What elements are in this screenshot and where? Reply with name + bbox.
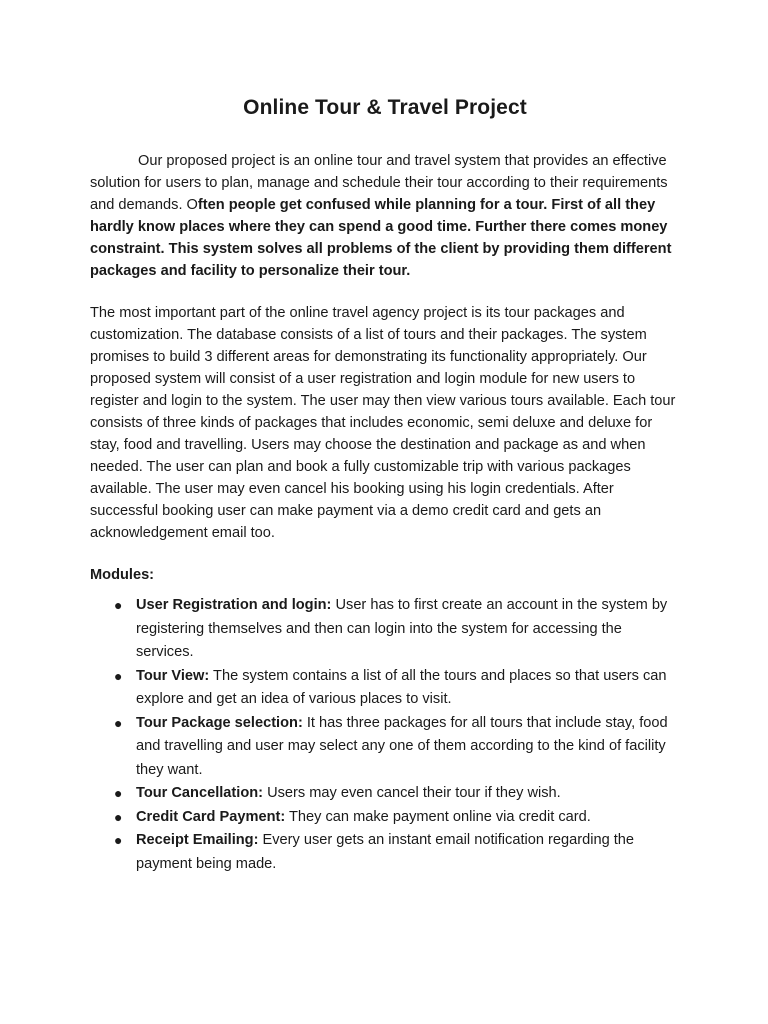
bullet-icon: ●: [114, 832, 123, 848]
bullet-icon: ●: [114, 785, 123, 801]
module-description: It has three packages for all tours that include stay, food and travelling and user may select any one of them according to the kind of facility they want.: [136, 714, 668, 778]
module-description: The system contains a list of all the tours and places so that users can explore and get an idea of various places to visit.: [136, 667, 667, 707]
intro-plain-text: Our proposed project is an online tour and travel system that provides an effective solution for users to plan, manage and schedule their tour according to their requirements and demands. O: [90, 153, 668, 213]
module-name: User Registration and login:: [136, 597, 332, 613]
bullet-icon: ●: [114, 714, 123, 731]
module-name: Credit Card Payment:: [136, 808, 286, 825]
intro-paragraph: [90, 150, 680, 282]
module-name: Tour Cancellation:: [136, 785, 264, 801]
module-description: Every user gets an instant email notification regarding the payment being made.: [136, 832, 635, 872]
module-description: User has to first create an account in the system by registering themselves and then can login into the system for accessing the services.: [136, 597, 668, 660]
bullet-icon: ●: [114, 597, 123, 613]
module-list: [90, 594, 680, 876]
module-name: Receipt Emailing:: [136, 832, 259, 848]
module-description: Users may even cancel their tour if they wish.: [263, 785, 561, 801]
modules-heading: Modules:: [90, 567, 155, 583]
module-item: [90, 782, 680, 806]
description-paragraph: The most important part of the online travel agency project is its tour packages and customization. The database consists of a list of tours and their packages. The system promises to build 3 different areas for demonstrating its functionality appropriately. Our proposed system will consist of a user registration and login module for new users to register and login to the system. The user may then view various tours available. Each tour consists of three kinds of packages that includes economic, semi deluxe and deluxe for stay, food and travelling. Users may choose the destination and package as and when needed. The user can plan and book a fully customizable trip with various packages available. The user may even cancel his booking using his login credentials. After successful booking user can make payment via a demo credit card and gets an acknowledgement email too.: [90, 305, 676, 541]
module-item: [90, 806, 680, 830]
module-item: [90, 594, 680, 665]
document-title: Online Tour & Travel Project: [243, 96, 527, 119]
module-name: Tour Package selection:: [136, 714, 303, 731]
intro-bold-text: ften people get confused while planning for a tour. First of all they hardly know places where they can spend a good time. Further there comes money constraint. This system solves all problems of the client by providing them different packages and facility to personalize their tour.: [90, 197, 672, 279]
module-item: [90, 712, 680, 783]
module-item: [90, 829, 680, 876]
bullet-icon: ●: [114, 808, 123, 825]
module-description: They can make payment online via credit card.: [285, 808, 591, 825]
bullet-icon: ●: [114, 667, 123, 684]
module-name: Tour View:: [136, 667, 210, 684]
document-page: [90, 96, 680, 876]
module-item: [90, 665, 680, 712]
